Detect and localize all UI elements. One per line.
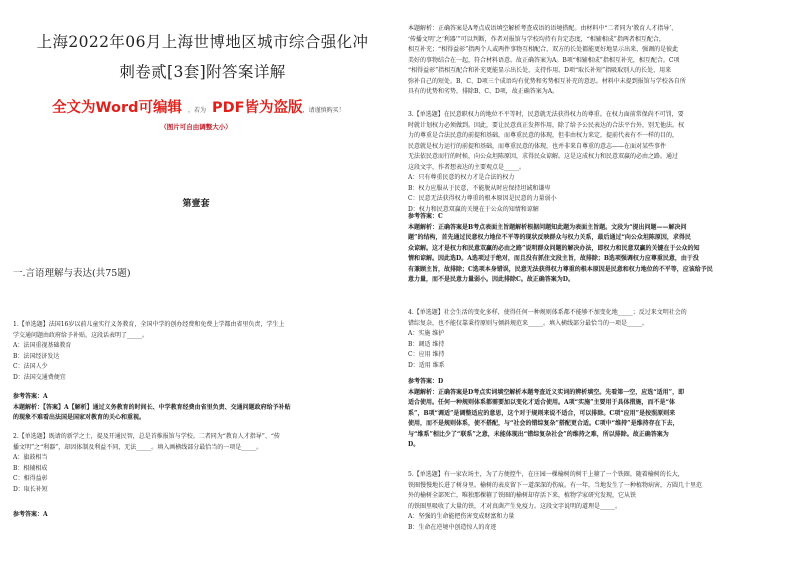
analysis-text: 与“维系”相比少了“联系”之意，未能体现出“错综复杂社会”的维持之难，所以排除。故正确答案为 xyxy=(408,430,669,438)
analysis-text: 使用，而不是规则体系，使不搭配，与“社会的错综复杂”搭配更合适。C项中“维持”是维持存在下去， xyxy=(408,420,679,427)
question-stem: 播文明”之“利器”，却因体制及利益不同，无法_____。填入画横线部分最恰当的一项是_____。 xyxy=(13,443,263,451)
option-d: D：权力和民意双赢的关键在于公众的知情和谅解 xyxy=(408,205,539,213)
analysis-text: ‘传播文明’之‘利器’”可以判断，作者对报馆与学校均持有肯定态度，“相辅相成”指两者相互配合， xyxy=(408,35,665,43)
question-stem: 民意就是权力运行的前提和基础，而尊重民意的体现，也并非来自尊重的意志——在面对某些事件 xyxy=(408,142,667,150)
promo-word-editable: 全文为Word可编辑 xyxy=(52,100,182,116)
answer-4 xyxy=(408,377,786,451)
question-stem: 4.【单选题】社会生活的变化多样，使得任何一种规则体系都不能够不加变化地_____；反过来文明社会的 xyxy=(408,309,687,316)
analysis-text: 意力量，而不是民意力量弱小。因此排除C。故正确答案为D。 xyxy=(408,276,574,283)
question-3 xyxy=(408,110,786,215)
question-stem: 1.【单选题】法国16岁以前儿童实行义务教育，全国中学的创办经费和免费上学都由省里负责，学生上 xyxy=(13,321,285,328)
reference-answer: 参考答案：A xyxy=(13,393,48,400)
question-stem: 3.【单选题】在民意职权力的地位不平等时，民意就无法获得权力的尊重。在权力面前常保尚不可罚，要 xyxy=(408,111,684,118)
promo-separator: ，若为 xyxy=(187,107,206,114)
section-title: 一.言语理解与表达(共75题) xyxy=(13,268,131,279)
option-a: A：旗鼓相当 xyxy=(13,454,48,461)
analysis-text: 众谅解。这才是权力和民意双赢的必由之路”说明群众问题的解决办法，即权力和民意双赢的关键在于公众的知 xyxy=(408,244,700,252)
document-title-line1: 上海2022年06月上海世博地区城市综合强化冲 xyxy=(36,33,369,51)
question-stem: 外的榆树全部死亡，唯独那棵箍了铁圈的榆树却存活下来，植物学家研究发现，它从铁 xyxy=(408,492,637,499)
analysis-text: 本题解析：【答案】A【解析】通过义务教育的时间长、中学教育经费由省里负责、交通问题政府给予补贴 xyxy=(13,403,291,411)
analysis-text: 本题解析：正确答案是B考点表面主旨题解析根据问题知此题为表面主旨题。文段为“提出问题——解决问 xyxy=(408,223,687,231)
document-title-line2: 刺卷贰[3套]附答案详解 xyxy=(119,63,286,81)
option-c: C：法国人少 xyxy=(13,363,48,370)
reference-answer: 参考答案：C xyxy=(408,213,443,220)
question-stem: 的铁圈里吸收了大量的铁，才对真菌产生免疫力。这段文字说明的道理是_____。 xyxy=(408,502,622,510)
option-c: C：相得益彰 xyxy=(13,475,48,482)
question-stem: 学交通问题由政府给予补贴。这段话表明了_____。 xyxy=(13,331,149,339)
analysis-q2 xyxy=(408,24,786,98)
question-stem: 5.【单选题】有一家农场主，为了方便控牛，在庄园一棵榆树的树干上箍了一个铁圈。随着榆树的长大， xyxy=(408,471,684,478)
question-2 xyxy=(13,432,383,495)
analysis-text: 有兼顾主旨，故排除；C选项本身错误，民意无法获得权力尊重的根本原因是民意和权力地位的不平等，应该给予民 xyxy=(408,265,713,273)
answer-2 xyxy=(13,510,383,521)
promo-banner xyxy=(52,96,382,117)
analysis-text: 情和谅解。因此选D。A选项过于绝对，而且没有抓住文段主旨，故排除；B选项强调权力应尊重民意，由于没 xyxy=(408,255,699,262)
analysis-text: 适合使用。任何一种规则体系都需要加以变化才适合使用。A项“实施”主要用于具体措施，而不是“体 xyxy=(408,399,676,406)
question-stem: 力的尊重是合法民意的前提和基础，而尊重民意的体现，但非由权力来定，提前代表有不一样的目的， xyxy=(408,132,679,139)
left-column xyxy=(0,0,392,565)
question-1 xyxy=(13,320,383,383)
answer-1 xyxy=(13,392,383,424)
option-d: D：适用 维系 xyxy=(408,361,445,369)
option-a: A：实施 维护 xyxy=(408,330,445,337)
answer-3 xyxy=(408,212,786,286)
question-stem: 时就计划权力必须做到。因此，要让民意真正发挥作用，除了给予公民表达的合法平台外，别无他法。权 xyxy=(408,121,685,129)
option-a: A：坚强的生命能把伤害变成财富和力量 xyxy=(408,513,515,520)
question-stem: 铁圈慢慢地长进了树身里。榆树的表皮留下一道深深的伤痕。有一年，当地发生了一种植物病害，方圆几十里范 xyxy=(408,481,703,489)
analysis-text: 具有的优势和劣势，排除B、C、D项，故正确答案为A。 xyxy=(408,88,559,95)
set-title: 第壹套 xyxy=(182,199,210,209)
analysis-text: 的现象不难看出法国是国家对教育的关心和重视。 xyxy=(13,414,146,421)
option-a: A：只有尊重民意的权力才是合法的权力 xyxy=(408,174,515,181)
option-b: B：法国经济发达 xyxy=(13,352,60,360)
question-5 xyxy=(408,470,786,533)
analysis-text: 本题解析：正确答案是D考点实词填空解析本题考查近义实词的辨析填空。先看第一空，应选“适用”，即 xyxy=(408,388,685,396)
right-column xyxy=(400,0,792,565)
analysis-text: 系”，B项“调适”是调整适应的意思，这个对于规则来说不适合，可以排除。C项“应用”是按照原则来 xyxy=(408,409,676,417)
option-b: B：权力应服从于民意，不能脱从时应保持坦诚和谦卑 xyxy=(408,184,551,192)
analysis-text: “相得益彰”指相互配合和补充更能显示出长处，支持作用。D项“取长补短”指吸取别人的长处，用来 xyxy=(408,67,672,74)
question-4 xyxy=(408,308,786,371)
question-stem: 这段文字，作者想表达的主要观点是_____。 xyxy=(408,163,526,171)
option-b: B：调适 维持 xyxy=(408,340,445,348)
promo-subnote: （图片可自由调整大小） xyxy=(160,123,232,131)
analysis-text: 美好的事物结合在一起，符合材料语意。故正确答案为A。B项“相辅相成”指相互补充，相互配合。C项 xyxy=(408,56,680,64)
analysis-text: 弥补自己的短处。B、C、D项三个成语均有优势和劣势相互补充的意思。材料中未提到报馆与学校各自所 xyxy=(408,77,686,85)
option-d: D：法国交通费便宜 xyxy=(13,373,66,381)
promo-pdf-warning: PDF皆为盗版 xyxy=(211,100,303,116)
reference-answer: 参考答案：A xyxy=(13,511,48,518)
option-b: B：生命在逆境中创造惊人的奇迹 xyxy=(408,523,497,531)
analysis-text: 相互补充；“相得益彰”指两个人或两件事物互相配合，双方的长处都能更好地显示出来，强调的是彼此 xyxy=(408,46,679,53)
question-stem: 2.【单选题】既请的新学之士，提及开通民智，总是首推报馆与学校。二者同为“教育人才指导”、“传 xyxy=(13,433,280,440)
question-stem: 错综复杂，也不能仅靠秉持原则与倾斜规范来_____。填入横线部分最恰当的一项是_____。 xyxy=(408,319,649,327)
question-stem: 无法依民意而行的时候，向公众坦陈原因，求得民众谅解。这是这成权力和民意双赢的必由之路。通过 xyxy=(408,153,679,160)
option-c: C：应用 维持 xyxy=(408,351,445,358)
option-a: A：法国重视基础教育 xyxy=(13,342,72,349)
analysis-text: 本题解析：正确答案是A考点成语填空解析考查成语的语境搭配。由材料中“二者同为‘教育人才指导’、 xyxy=(408,25,678,32)
reference-answer: 参考答案：D xyxy=(408,378,444,385)
option-b: B：相辅相成 xyxy=(13,464,48,472)
option-c: C：民意无法获得权力尊重的根本原因是民意的力量弱小 xyxy=(408,195,557,202)
promo-note: ，请谨慎购买！ xyxy=(302,107,345,114)
analysis-text: 题”的结构，首先通过民意权力地位不平等的现状反映群众与权力关系，最后通过“向公众坦陈原因，求得民 xyxy=(408,234,691,241)
analysis-text: D。 xyxy=(408,441,420,448)
option-d: D：取长补短 xyxy=(13,485,48,493)
